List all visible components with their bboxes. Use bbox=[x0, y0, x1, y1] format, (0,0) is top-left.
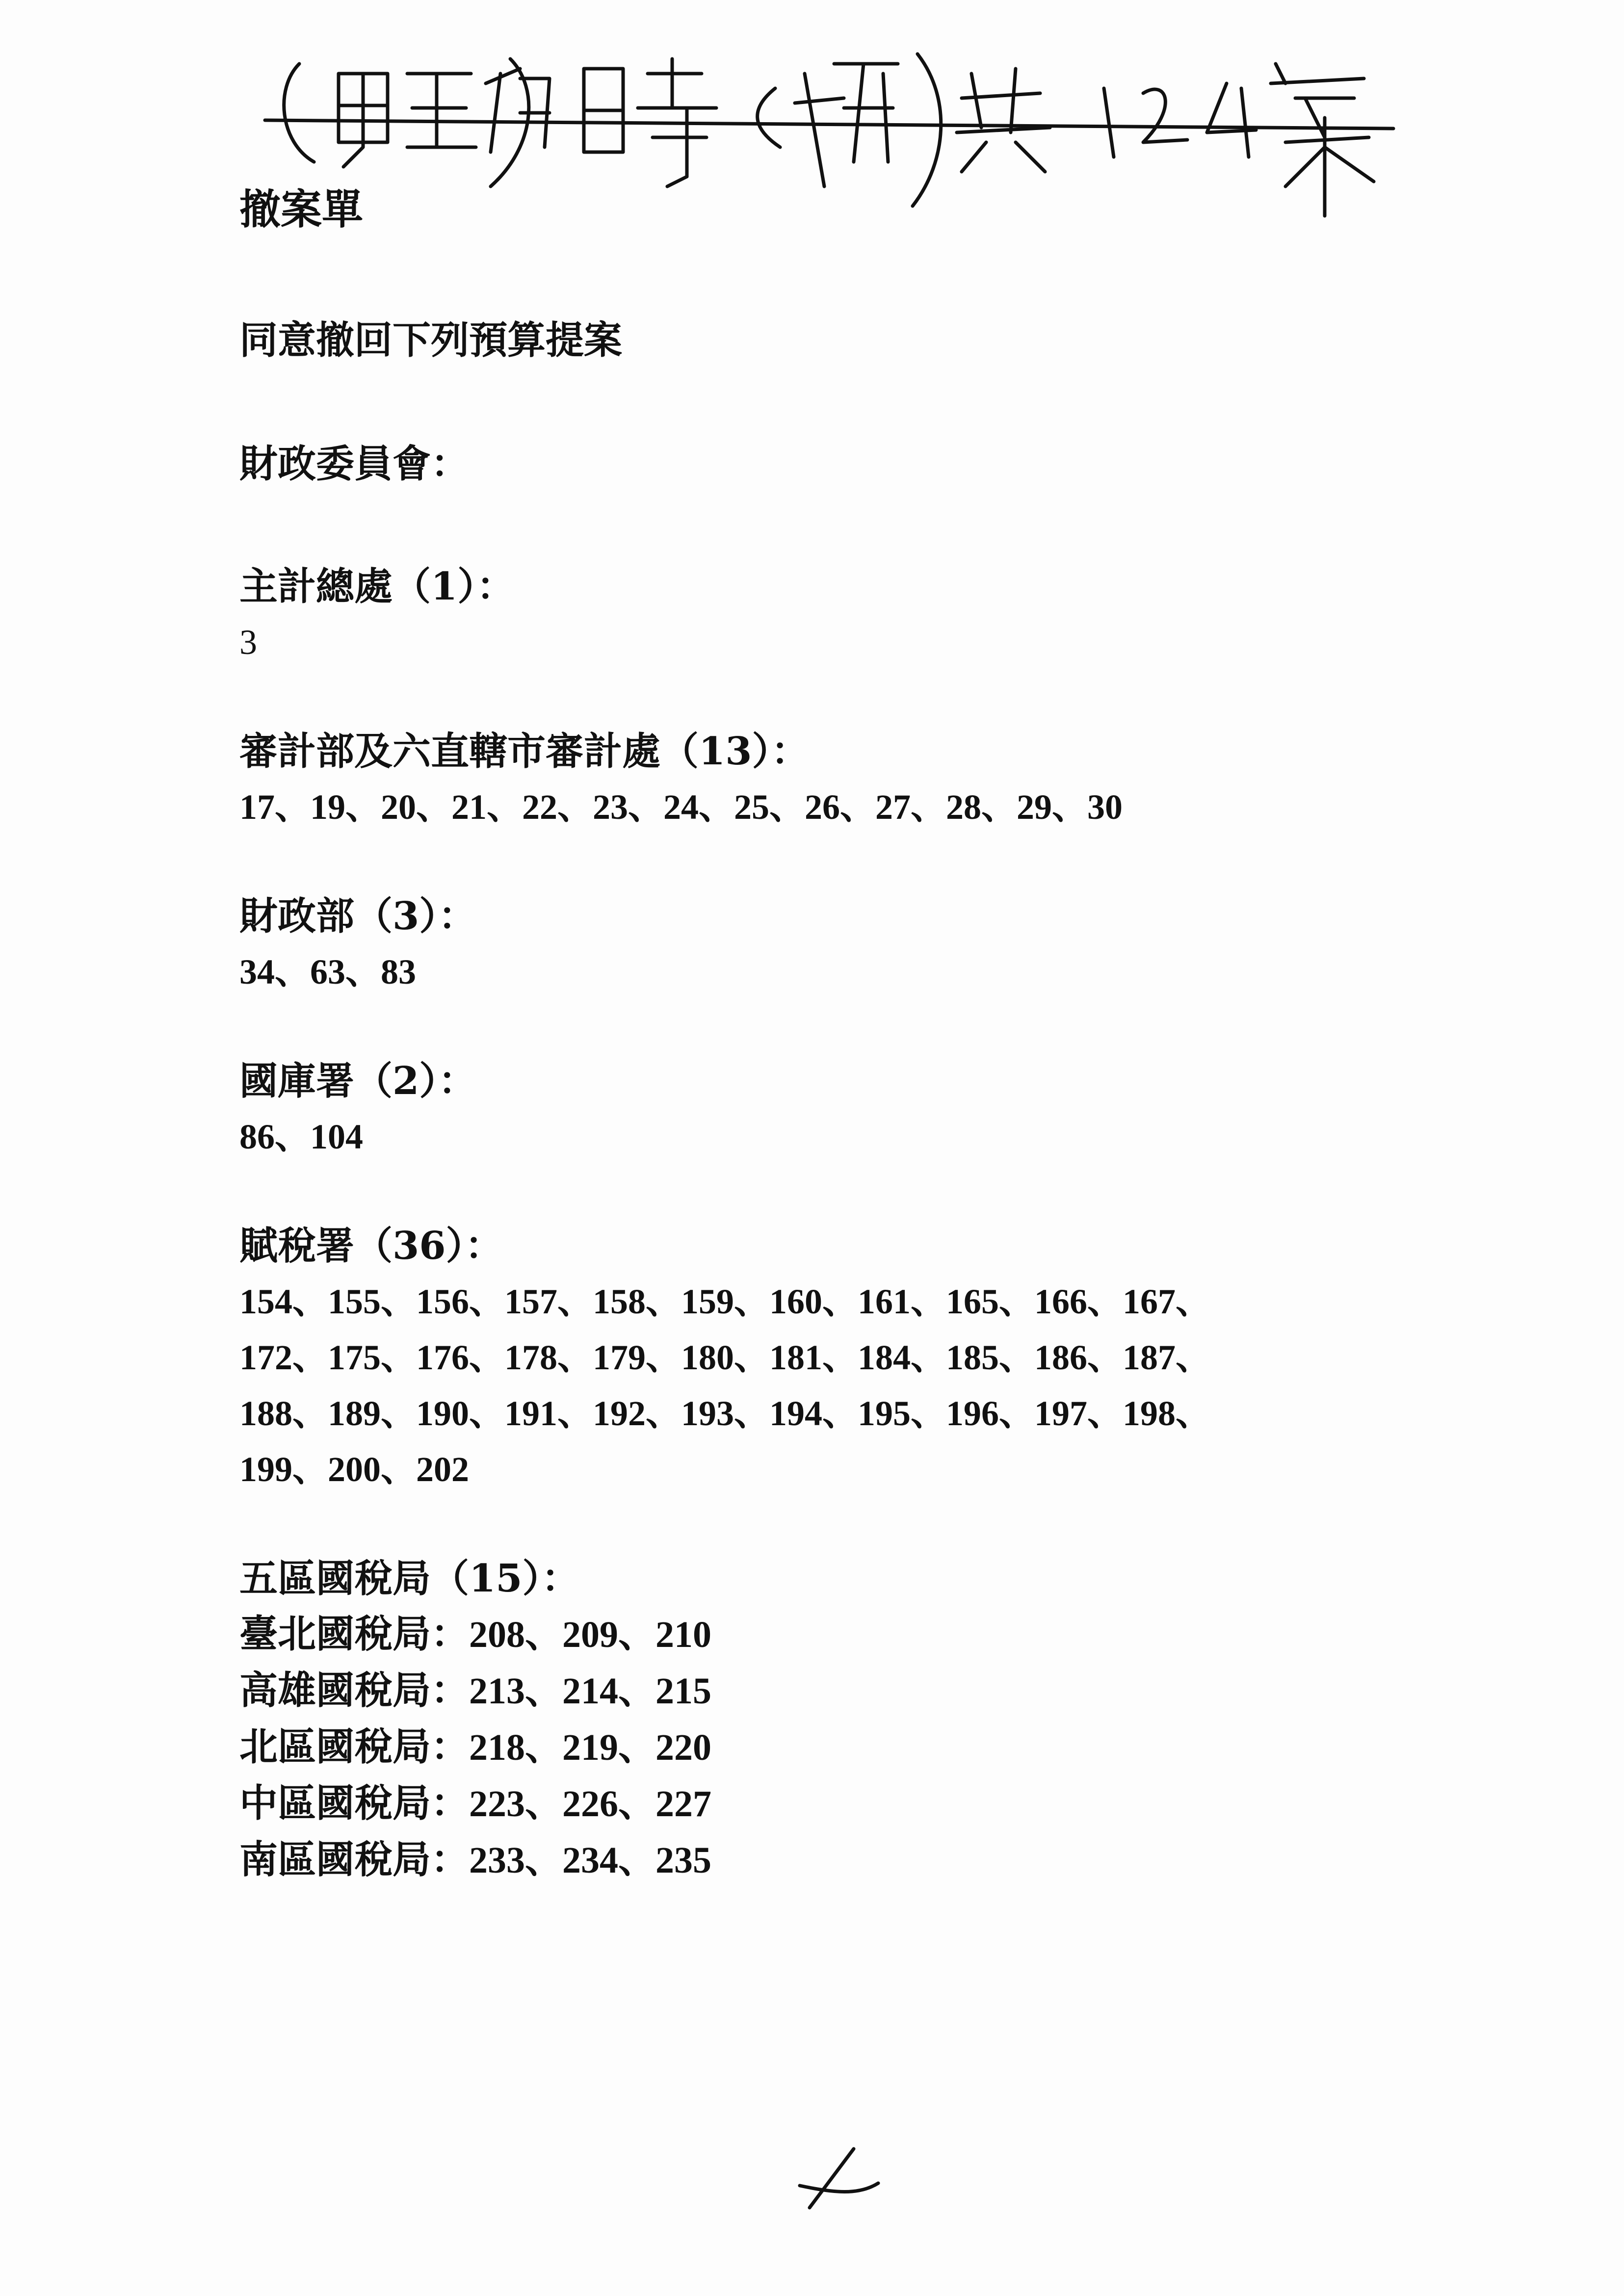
proposal-numbers bbox=[239, 944, 1466, 1000]
bureau-label: 高雄國稅局： bbox=[239, 1669, 470, 1713]
section-finance-ministry bbox=[239, 889, 1466, 1000]
section-audit bbox=[239, 724, 1466, 835]
proposal-numbers bbox=[239, 1109, 1466, 1165]
section-name: 賦稅署 bbox=[239, 1224, 355, 1268]
bureau-label: 臺北國稅局： bbox=[239, 1612, 470, 1656]
proposal-numbers bbox=[239, 614, 1466, 670]
bureau-numbers: 213、214、215 bbox=[469, 1670, 712, 1712]
numbers-line: 17、19、20、21、22、23、24、25、26、27、28、29、30 bbox=[239, 787, 1123, 827]
numbers-line: 199、200、202 bbox=[239, 1450, 470, 1489]
bureau-numbers: 208、209、210 bbox=[469, 1614, 712, 1655]
section-name: 五區國稅局 bbox=[239, 1557, 431, 1601]
numbers-line: 172、175、176、178、179、180、181、184、185、186、187、 bbox=[239, 1338, 1211, 1377]
numbers-line: 154、155、156、157、158、159、160、161、165、166、167、 bbox=[239, 1282, 1211, 1321]
withdrawal-document bbox=[239, 177, 1466, 1942]
bureau-numbers: 223、226、227 bbox=[469, 1783, 712, 1825]
bureau-row bbox=[239, 1719, 1466, 1775]
document-title: 撤案單 bbox=[239, 185, 364, 234]
proposal-numbers bbox=[239, 1274, 1466, 1497]
bureau-row bbox=[239, 1606, 1466, 1663]
section-heading bbox=[239, 1054, 1466, 1109]
bureau-label: 北區國稅局： bbox=[239, 1725, 470, 1769]
proposal-numbers bbox=[239, 779, 1466, 835]
section-treasury bbox=[239, 1054, 1466, 1165]
section-budget-office bbox=[239, 559, 1466, 670]
bureau-row bbox=[239, 1663, 1466, 1719]
numbers-line: 3 bbox=[239, 623, 257, 662]
document-subtitle: 同意撤回下列預算提案 bbox=[239, 318, 623, 363]
bureau-row bbox=[239, 1775, 1466, 1832]
committee-heading: 財政委員會： bbox=[239, 442, 470, 486]
section-count: （15）： bbox=[431, 1556, 580, 1601]
bureau-label: 南區國稅局： bbox=[239, 1838, 470, 1882]
section-count: （2）： bbox=[354, 1059, 477, 1103]
bureau-label: 中區國稅局： bbox=[239, 1781, 470, 1826]
section-count: （36）： bbox=[354, 1224, 503, 1268]
numbers-line: 188、189、190、191、192、193、194、195、196、197、198、 bbox=[239, 1394, 1211, 1433]
section-national-tax-bureaus bbox=[239, 1551, 1466, 1888]
section-count: （3）： bbox=[354, 894, 477, 939]
section-name: 審計部及六直轄市審計處 bbox=[239, 730, 661, 774]
section-count: （1）： bbox=[393, 564, 515, 609]
bureau-numbers: 233、234、235 bbox=[469, 1840, 712, 1881]
section-heading bbox=[239, 1551, 1466, 1606]
numbers-line: 34、63、83 bbox=[239, 952, 417, 991]
section-name: 財政部 bbox=[239, 894, 355, 939]
bureau-row bbox=[239, 1832, 1466, 1888]
section-name: 主計總處 bbox=[239, 565, 393, 609]
section-heading bbox=[239, 559, 1466, 614]
numbers-line: 86、104 bbox=[239, 1117, 364, 1156]
bureau-numbers: 218、219、220 bbox=[469, 1727, 712, 1768]
section-heading bbox=[239, 1219, 1466, 1274]
section-heading bbox=[239, 724, 1466, 779]
section-name: 國庫署 bbox=[239, 1059, 355, 1103]
section-taxation bbox=[239, 1219, 1466, 1497]
section-count: （13）： bbox=[660, 729, 810, 774]
section-heading bbox=[239, 889, 1466, 944]
